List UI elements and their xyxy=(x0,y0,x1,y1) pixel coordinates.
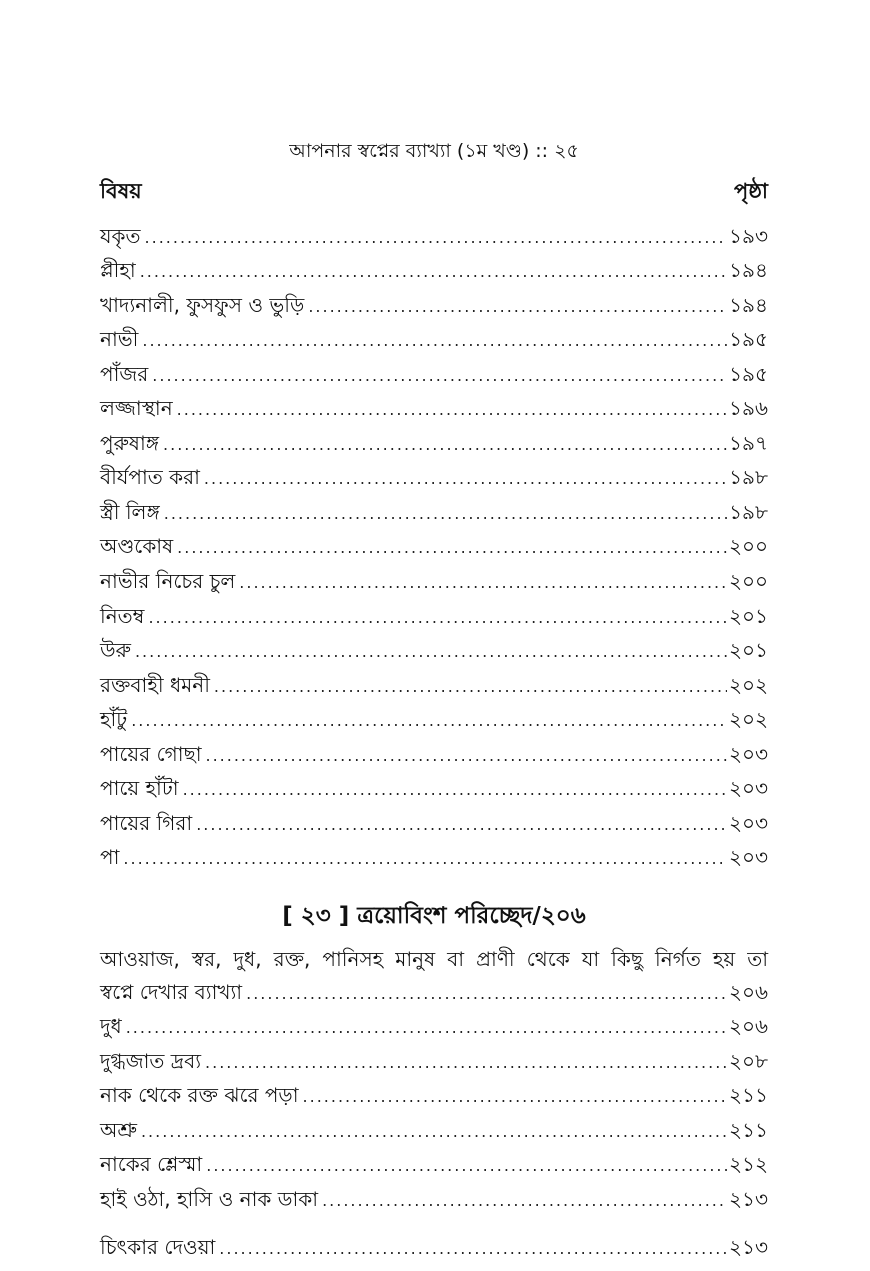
toc-entry xyxy=(100,977,768,1012)
toc-list-part-2 xyxy=(100,977,768,1267)
toc-entry-title: চিৎকার দেওয়া xyxy=(100,1235,216,1260)
document-page xyxy=(100,0,768,1271)
toc-entry-title: নাকের শ্লেস্মা xyxy=(100,1152,203,1177)
dot-leader xyxy=(177,536,727,560)
dot-leader xyxy=(239,571,727,595)
dot-leader xyxy=(322,1189,727,1213)
toc-entry xyxy=(100,221,768,256)
toc-entry-page: ২১৩ xyxy=(729,1186,768,1211)
dot-leader xyxy=(141,1120,727,1144)
toc-entry-title: পায়ের গোছা xyxy=(100,741,202,766)
dot-leader xyxy=(308,295,727,319)
toc-entry xyxy=(100,670,768,705)
dot-leader xyxy=(126,1016,727,1040)
toc-entry xyxy=(100,566,768,601)
dot-leader xyxy=(205,1051,727,1075)
toc-entry-page: ২০৩ xyxy=(728,741,768,766)
toc-entry xyxy=(100,256,768,291)
toc-entry-page: ২০৮ xyxy=(729,1048,768,1073)
toc-entry-page: ২১৩ xyxy=(729,1235,768,1260)
toc-entry xyxy=(100,1150,768,1185)
dot-leader xyxy=(164,502,727,526)
toc-entry-title: দুগ্ধজাত দ্রব্য xyxy=(100,1048,202,1073)
toc-entry xyxy=(100,1233,768,1268)
running-header: আপনার স্বপ্নের ব্যাখ্যা (১ম খণ্ড) :: ২৫ xyxy=(289,140,579,162)
dot-leader xyxy=(142,329,727,353)
toc-entry-page: ২০২ xyxy=(728,672,768,697)
toc-entry-page: ১৯৮ xyxy=(729,499,768,524)
dot-leader xyxy=(148,606,727,630)
dot-leader xyxy=(183,778,727,802)
spacer xyxy=(100,1219,768,1233)
toc-entry-title: হাঁটু xyxy=(100,707,128,732)
toc-entry xyxy=(100,497,768,532)
toc-entry xyxy=(100,290,768,325)
toc-entry-title: উরু xyxy=(100,638,131,663)
toc-entry-page: ২০৩ xyxy=(728,776,768,801)
dot-leader xyxy=(206,744,727,768)
toc-entry-title: রক্তবাহী ধমনী xyxy=(100,672,210,697)
toc-entry-title: বীর্যপাত করা xyxy=(100,465,200,490)
toc-entry-page: ১৯৭ xyxy=(729,430,768,455)
toc-entry xyxy=(100,1081,768,1116)
toc-entry-page: ২০৩ xyxy=(728,810,768,835)
toc-entry-title: পুরুষাঙ্গ xyxy=(100,430,160,455)
toc-entry-page: ১৯৩ xyxy=(729,223,768,248)
chapter-heading: [ ২৩ ] ত্রয়োবিংশ পরিচ্ছেদ/২০৬ xyxy=(282,903,586,929)
toc-entry-page: ২০১ xyxy=(729,603,768,628)
toc-entry-page: ২১২ xyxy=(729,1152,768,1177)
toc-entry-title: নাভী xyxy=(100,327,139,352)
toc-entry-page: ২০৬ xyxy=(728,1014,768,1039)
toc-entry xyxy=(100,739,768,774)
toc-entry-title: নিতম্ব xyxy=(100,603,145,628)
toc-entry-title: নাক থেকে রক্ত ঝরে পড়া xyxy=(100,1083,299,1108)
toc-entry-title: নাভীর নিচের চুল xyxy=(100,569,236,594)
toc-entry-title: যকৃত xyxy=(100,223,141,248)
toc-entry-page: ১৯৫ xyxy=(729,327,768,352)
toc-entry xyxy=(100,394,768,429)
toc-entry-page: ২০৩ xyxy=(728,845,768,870)
column-headings xyxy=(100,176,768,206)
toc-entry xyxy=(100,428,768,463)
toc-entry-title: দুধ xyxy=(100,1014,122,1039)
toc-entry xyxy=(100,1046,768,1081)
toc-entry-page: ২০০ xyxy=(728,569,768,594)
toc-entry xyxy=(100,601,768,636)
toc-entry-title: পায়ে হাঁটা xyxy=(100,776,179,801)
dot-leader xyxy=(163,433,727,457)
toc-entry-page: ১৯৪ xyxy=(729,258,768,283)
toc-entry-page: ১৯৪ xyxy=(729,292,768,317)
toc-entry-title: পাঁজর xyxy=(100,361,149,386)
toc-entry-title: লজ্জাস্থান xyxy=(100,396,173,421)
dot-leader xyxy=(196,813,727,837)
toc-entry xyxy=(100,636,768,671)
wrapped-entry-line-1: আওয়াজ, স্বর, দুধ, রক্ত, পানিসহ মানুষ বা প্রাণী থেকে যা কিছু নির্গত হয় তা xyxy=(100,947,768,971)
toc-entry-title: অশ্রু xyxy=(100,1117,137,1142)
dot-leader xyxy=(140,260,727,284)
toc-entry xyxy=(100,1115,768,1150)
toc-entry-page: ২০০ xyxy=(728,534,768,559)
toc-entry-title: স্বপ্নে দেখার ব্যাখ্যা xyxy=(100,979,243,1004)
toc-entry xyxy=(100,1012,768,1047)
toc-entry xyxy=(100,1184,768,1219)
toc-entry xyxy=(100,532,768,567)
toc-entry xyxy=(100,808,768,843)
dot-leader xyxy=(303,1085,728,1109)
dot-leader xyxy=(145,226,728,250)
dot-leader xyxy=(152,364,727,388)
subject-column-heading: বিষয় xyxy=(100,179,142,203)
toc-entry-page: ২০৬ xyxy=(728,979,768,1004)
toc-entry xyxy=(100,705,768,740)
toc-entry xyxy=(100,843,768,878)
toc-entry-title: প্লীহা xyxy=(100,258,136,283)
toc-entry-title: অণ্ডকোষ xyxy=(100,534,174,559)
toc-entry xyxy=(100,463,768,498)
toc-entry-page: ১৯৫ xyxy=(729,361,768,386)
toc-list-part-1 xyxy=(100,221,768,877)
dot-leader xyxy=(246,982,727,1006)
dot-leader xyxy=(177,398,727,422)
toc-entry-title: পায়ের গিরা xyxy=(100,810,193,835)
toc-entry xyxy=(100,359,768,394)
dot-leader xyxy=(131,709,727,733)
page-column-heading: পৃষ্ঠা xyxy=(733,179,768,203)
toc-entry-page: ১৯৮ xyxy=(729,465,768,490)
toc-entry-page: ২০২ xyxy=(728,707,768,732)
dot-leader xyxy=(219,1237,727,1261)
toc-entry-page: ১৯৬ xyxy=(729,396,768,421)
dot-leader xyxy=(204,467,727,491)
toc-entry xyxy=(100,325,768,360)
dot-leader xyxy=(123,847,727,871)
toc-entry-page: ২০১ xyxy=(729,638,768,663)
toc-entry-page: ২১১ xyxy=(729,1083,768,1108)
toc-entry-title: পা xyxy=(100,845,120,870)
toc-entry-title: হাই ওঠা, হাসি ও নাক ডাকা xyxy=(100,1186,319,1211)
toc-entry-page: ২১১ xyxy=(729,1117,768,1142)
dot-leader xyxy=(135,640,727,664)
toc-entry-title: খাদ্যনালী, ফুসফুস ও ভুড়ি xyxy=(100,292,305,317)
dot-leader xyxy=(206,1154,727,1178)
toc-entry xyxy=(100,774,768,809)
toc-entry-title: স্ত্রী লিঙ্গ xyxy=(100,499,160,524)
dot-leader xyxy=(214,675,727,699)
